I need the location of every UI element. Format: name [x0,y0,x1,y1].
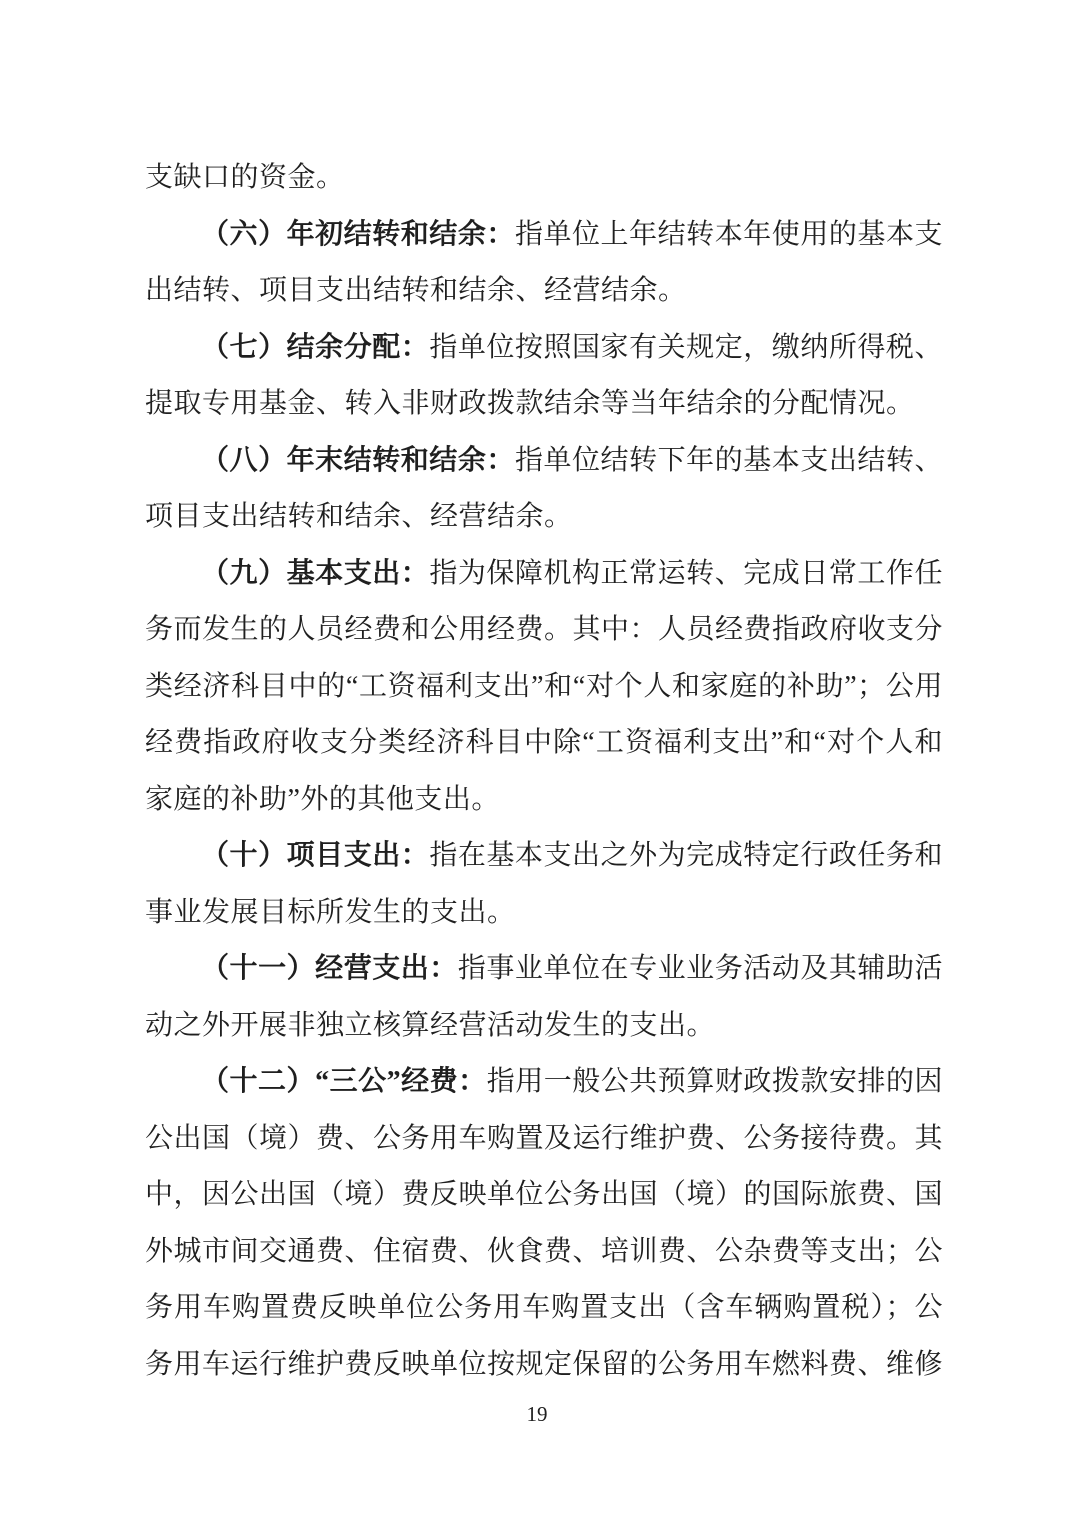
definition-paragraph-10 [145,828,943,941]
continuation-text: 支缺口的资金。 [145,162,345,193]
paragraph-body: 指用一般公共预算财政拨款安排的因公出国（境）费、公务用车购置及运行维护费、公务接待费。其中，因公出国（境）费反映单位公务出国（境）的国际旅费、国外城市间交通费、住宿费、伙食费、培训费、公杂费等支出；公务用车购置费反映单位公务用车购置支出（含车辆购置税）；公务用车运行维护费反映单位按规定保留的公务用车燃料费、维修 [145,1066,944,1380]
definition-paragraph-11 [145,941,943,1054]
paragraph-head: （七）结余分配： [201,331,430,363]
definition-paragraph-7 [145,320,943,433]
paragraph-head: （八）年末结转和结余： [201,444,515,476]
paragraph-body: 指为保障机构正常运转、完成日常工作任务而发生的人员经费和公用经费。其中：人员经费指政府收支分类经济科目中的“工资福利支出”和“对个人和家庭的补助”；公用经费指政府收支分类经济科目中除“工资福利支出”和“对个人和家庭的补助”外的其他支出。 [145,557,944,815]
paragraph-body: 指单位上年结转本年使用的基本支出结转、项目支出结转和结余、经营结余。 [145,218,943,306]
definition-paragraph-8 [145,433,943,546]
paragraph-head: （十）项目支出： [201,840,430,871]
paragraph-body: 指在基本支出之外为完成特定行政任务和事业发展目标所发生的支出。 [145,840,943,928]
paragraph-body: 指单位结转下年的基本支出结转、项目支出结转和结余、经营结余。 [145,444,943,532]
paragraph-head: （十一）经营支出： [201,953,458,984]
paragraph-head: （十二）“三公”经费： [201,1066,487,1097]
definition-paragraph-6 [145,207,943,320]
page-number: 19 [526,1402,548,1426]
continuation-paragraph [145,150,943,207]
paragraph-head: （六）年初结转和结余： [201,218,515,250]
definition-paragraph-12 [145,1054,943,1393]
paragraph-body: 指事业单位在专业业务活动及其辅助活动之外开展非独立核算经营活动发生的支出。 [145,953,943,1041]
definition-paragraph-9 [145,546,943,829]
document-body [145,150,943,1393]
paragraph-body: 指单位按照国家有关规定，缴纳所得税、提取专用基金、转入非财政拨款结余等当年结余的分配情况。 [145,331,943,419]
paragraph-head: （九）基本支出： [201,557,430,589]
